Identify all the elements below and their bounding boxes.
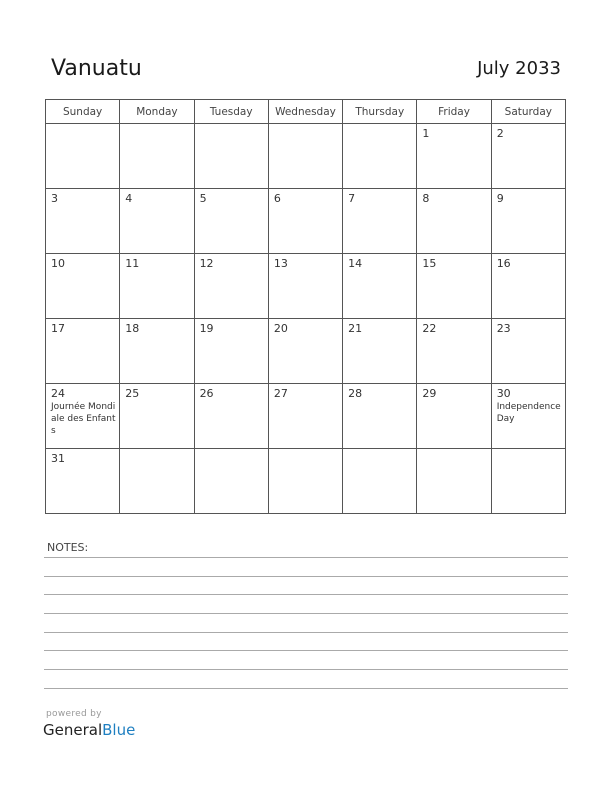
calendar-day-cell[interactable] <box>491 319 565 384</box>
day-number: 20 <box>273 322 288 335</box>
calendar-day-cell[interactable] <box>417 384 491 449</box>
calendar-day-cell[interactable] <box>417 449 491 514</box>
note-line <box>44 557 568 558</box>
note-line <box>44 576 568 577</box>
calendar-day-cell[interactable] <box>268 384 342 449</box>
day-number: 7 <box>348 192 356 205</box>
calendar-day-cell[interactable] <box>268 189 342 254</box>
day-number: 25 <box>125 387 140 400</box>
note-line <box>44 632 568 633</box>
day-number: 22 <box>422 322 437 335</box>
calendar-day-cell[interactable] <box>194 124 268 189</box>
day-number: 5 <box>199 192 207 205</box>
calendar-day-cell[interactable] <box>46 319 120 384</box>
calendar-day-cell[interactable] <box>120 449 194 514</box>
note-line <box>44 688 568 689</box>
day-number: 1 <box>422 127 430 140</box>
notes-label: NOTES: <box>47 541 89 554</box>
day-number <box>120 449 193 452</box>
note-line <box>44 613 568 614</box>
day-number <box>195 449 268 452</box>
calendar-day-cell[interactable] <box>46 124 120 189</box>
calendar-day-cell[interactable] <box>491 124 565 189</box>
calendar-day-cell[interactable] <box>120 384 194 449</box>
day-number: 16 <box>496 257 511 270</box>
calendar-day-cell[interactable] <box>343 254 417 319</box>
day-number: 18 <box>125 322 140 335</box>
calendar-day-cell[interactable] <box>491 449 565 514</box>
day-number <box>343 449 416 452</box>
calendar-day-cell[interactable] <box>46 189 120 254</box>
holiday-label: Journée Mondiale des Enfants <box>51 402 116 436</box>
weekday-header: Friday <box>417 100 491 124</box>
day-number: 9 <box>496 192 504 205</box>
note-line <box>44 650 568 651</box>
day-number: 10 <box>51 257 65 270</box>
weekday-header: Sunday <box>46 100 120 124</box>
month-year-title: July 2033 <box>477 58 561 79</box>
brand-blue-text: Blue <box>102 721 136 739</box>
calendar-week-row <box>46 124 566 189</box>
calendar-day-cell[interactable] <box>268 254 342 319</box>
calendar-day-cell[interactable] <box>120 319 194 384</box>
day-number <box>343 124 416 127</box>
day-number: 31 <box>51 452 65 465</box>
day-number: 15 <box>422 257 437 270</box>
day-number <box>195 124 268 127</box>
day-number: 17 <box>51 322 65 335</box>
calendar-day-cell[interactable] <box>417 189 491 254</box>
day-number: 23 <box>496 322 511 335</box>
weekday-header: Thursday <box>343 100 417 124</box>
calendar-week-row <box>46 449 566 514</box>
brand-general-text: General <box>43 721 103 739</box>
calendar-week-row <box>46 254 566 319</box>
calendar-day-cell[interactable] <box>120 254 194 319</box>
calendar-day-cell[interactable] <box>491 384 565 449</box>
calendar-day-cell[interactable] <box>194 449 268 514</box>
calendar-grid <box>45 99 566 514</box>
calendar-week-row <box>46 384 566 449</box>
day-number <box>417 449 490 452</box>
note-line <box>44 669 568 670</box>
calendar-week-row <box>46 319 566 384</box>
day-number: 28 <box>348 387 363 400</box>
day-number: 3 <box>51 192 58 205</box>
day-number: 11 <box>125 257 140 270</box>
calendar-day-cell[interactable] <box>343 384 417 449</box>
calendar-day-cell[interactable] <box>120 124 194 189</box>
day-number: 30 <box>496 387 511 400</box>
calendar-day-cell[interactable] <box>491 189 565 254</box>
weekday-header-row <box>46 100 566 124</box>
calendar-day-cell[interactable] <box>194 319 268 384</box>
calendar-day-cell[interactable] <box>46 254 120 319</box>
weekday-header: Wednesday <box>268 100 342 124</box>
holiday-label: Independence Day <box>496 402 561 424</box>
day-number <box>492 449 565 452</box>
day-number: 2 <box>496 127 504 140</box>
day-number: 14 <box>348 257 363 270</box>
calendar-day-cell[interactable] <box>343 449 417 514</box>
calendar-day-cell[interactable] <box>343 124 417 189</box>
day-number: 19 <box>199 322 214 335</box>
weekday-header: Monday <box>120 100 194 124</box>
weekday-header: Saturday <box>491 100 565 124</box>
calendar-day-cell[interactable] <box>343 319 417 384</box>
calendar-day-cell[interactable] <box>343 189 417 254</box>
calendar-day-cell[interactable] <box>417 254 491 319</box>
calendar-day-cell[interactable] <box>194 189 268 254</box>
weekday-header: Tuesday <box>194 100 268 124</box>
calendar-day-cell[interactable] <box>46 449 120 514</box>
brand-logo[interactable] <box>43 721 135 739</box>
day-number: 26 <box>199 387 214 400</box>
day-number: 8 <box>422 192 430 205</box>
calendar-day-cell[interactable] <box>194 384 268 449</box>
day-number: 12 <box>199 257 214 270</box>
calendar-day-cell[interactable] <box>46 384 120 449</box>
day-number: 6 <box>273 192 281 205</box>
day-number: 4 <box>125 192 133 205</box>
calendar-day-cell[interactable] <box>417 124 491 189</box>
day-number <box>120 124 193 127</box>
day-number: 29 <box>422 387 437 400</box>
calendar-week-row <box>46 189 566 254</box>
calendar-day-cell[interactable] <box>268 319 342 384</box>
calendar-day-cell[interactable] <box>120 189 194 254</box>
day-number <box>269 449 342 452</box>
calendar-day-cell[interactable] <box>194 254 268 319</box>
day-number: 24 <box>51 387 65 400</box>
calendar-day-cell[interactable] <box>417 319 491 384</box>
day-number <box>269 124 342 127</box>
powered-by-text: powered by <box>46 709 102 719</box>
day-number: 13 <box>273 257 288 270</box>
day-number: 27 <box>273 387 288 400</box>
calendar-day-cell[interactable] <box>491 254 565 319</box>
calendar-day-cell[interactable] <box>268 124 342 189</box>
calendar-day-cell[interactable] <box>268 449 342 514</box>
country-title: Vanuatu <box>51 56 142 81</box>
day-number <box>46 124 119 127</box>
day-number: 21 <box>348 322 363 335</box>
note-line <box>44 594 568 595</box>
